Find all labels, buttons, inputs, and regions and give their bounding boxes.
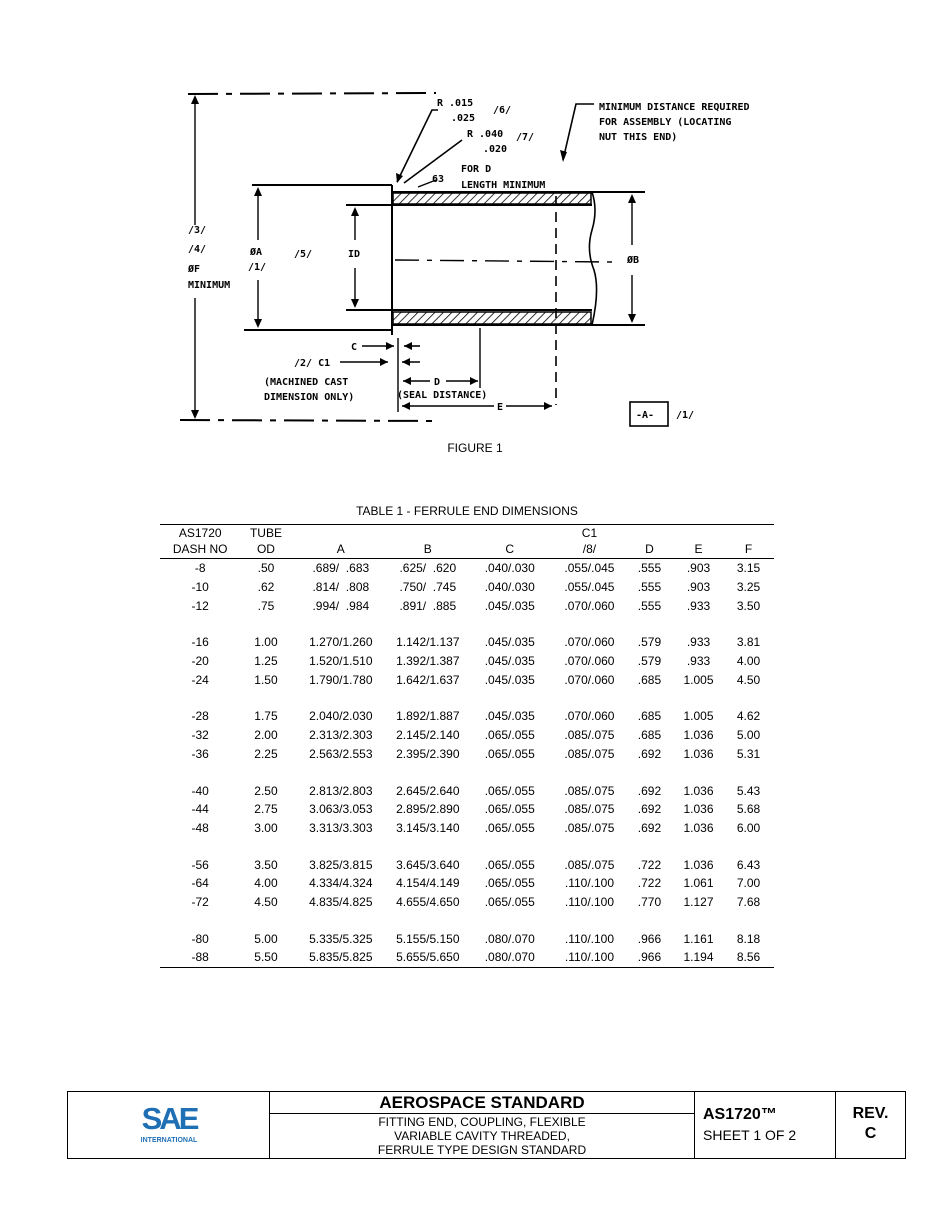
revision-cell (836, 1092, 905, 1158)
group-spacer (160, 689, 774, 707)
cell-e: .903 (686, 580, 711, 595)
cell-d: .722 (637, 876, 662, 891)
cell-a: 3.063/3.053 (309, 802, 373, 817)
callout-surface-finish: 63 (432, 174, 445, 185)
cell-c1: .085/.075 (564, 746, 615, 761)
sae-logo-mark: SAE (141, 1102, 197, 1136)
title-block (67, 1091, 906, 1159)
group-spacer (160, 911, 774, 929)
cell-c: .040/.030 (484, 580, 535, 595)
cell-e: 1.036 (683, 746, 714, 761)
cell-od: .62 (257, 580, 275, 595)
cell-a: .994/ .984 (312, 598, 370, 613)
cell-b: 4.655/4.650 (396, 894, 460, 909)
cell-b: .750/ .745 (399, 580, 457, 595)
sae-logo (136, 1102, 206, 1146)
cell-a: 3.313/3.303 (309, 820, 373, 835)
cell-d: .685 (637, 709, 662, 724)
cell-od: .50 (257, 561, 275, 576)
cell-e: 1.061 (683, 876, 714, 891)
cell-f: 7.00 (736, 876, 761, 891)
header-od-top: TUBE (240, 525, 291, 542)
cell-a: 2.040/2.030 (309, 709, 373, 724)
table-title: TABLE 1 - FERRULE END DIMENSIONS (356, 504, 578, 518)
cell-c: .080/.070 (466, 948, 554, 967)
cell-dash: -48 (191, 820, 209, 835)
callout-id: ID (348, 249, 361, 260)
cell-a: .814/ .808 (312, 580, 370, 595)
cell-f: 5.31 (736, 746, 761, 761)
cell-f: 5.68 (736, 802, 761, 817)
cell-dash: -28 (191, 709, 209, 724)
cell-c1: .085/.075 (564, 783, 615, 798)
cell-c1: .070/.060 (564, 635, 615, 650)
table-row (160, 781, 774, 800)
cell-c1: .070/.060 (564, 672, 615, 687)
sheet-number: SHEET 1 OF 2 (703, 1127, 797, 1143)
callout-d: D (434, 377, 441, 388)
callout-ford1: FOR D (461, 164, 492, 175)
cell-d: .966 (637, 931, 662, 946)
callout-phiB: ØB (627, 255, 640, 266)
cell-e: .903 (686, 561, 711, 576)
cell-c1: .110/.100 (554, 948, 625, 967)
cell-a: 4.334/4.324 (309, 876, 373, 891)
cell-d: .555 (637, 561, 662, 576)
revision-value: C (864, 1125, 877, 1142)
cell-f: 7.68 (736, 894, 761, 909)
cell-a: 4.835/4.825 (309, 894, 373, 909)
top-extension-line (188, 93, 436, 94)
cell-e: 1.036 (683, 802, 714, 817)
cell-b: 5.155/5.150 (396, 931, 460, 946)
cell-c1: .070/.060 (564, 709, 615, 724)
subtitle-line-2: VARIABLE CAVITY THREADED, (394, 1129, 570, 1143)
cell-dash: -56 (191, 857, 209, 872)
cell-dash: -40 (191, 783, 209, 798)
cell-od: 5.50 (240, 948, 291, 967)
table-row (160, 670, 774, 689)
cell-dash: -16 (191, 635, 209, 650)
callout-minimum: MINIMUM (188, 280, 231, 291)
cell-a: 1.270/1.260 (309, 635, 373, 650)
subtitle-line-1: FITTING END, COUPLING, FLEXIBLE (378, 1115, 586, 1129)
callout-note7: /7/ (516, 132, 535, 143)
callout-phiF: ØF (188, 264, 201, 275)
title-cell (270, 1092, 695, 1158)
table-row (160, 948, 774, 967)
callout-machined1: (MACHINED CAST (264, 377, 349, 388)
subtitle-line-3: FERRULE TYPE DESIGN STANDARD (377, 1143, 587, 1157)
header-od-bottom: OD (240, 541, 291, 559)
cell-f: 5.43 (736, 783, 761, 798)
cell-f: 4.00 (736, 654, 761, 669)
cell-dash: -80 (191, 931, 209, 946)
cell-c1: .070/.060 (564, 598, 615, 613)
figure-1-drawing (0, 0, 950, 440)
table-row (160, 726, 774, 745)
cell-c: .065/.055 (484, 820, 535, 835)
cell-c1: .055/.045 (564, 580, 615, 595)
cell-f: 5.00 (736, 728, 761, 743)
callout-note6: /6/ (493, 105, 512, 116)
cell-b: 5.655/5.650 (390, 948, 465, 967)
cell-b: 1.142/1.137 (396, 635, 460, 650)
table-row (160, 633, 774, 652)
cell-od: 2.50 (254, 783, 278, 798)
cell-f: 8.56 (723, 948, 774, 967)
cell-d: .685 (637, 672, 662, 687)
cell-dash: -64 (191, 876, 209, 891)
table-row (160, 800, 774, 819)
table-row (160, 893, 774, 912)
cell-f: 3.15 (736, 561, 761, 576)
callout-c: C (351, 342, 358, 353)
cell-c: .065/.055 (484, 746, 535, 761)
cell-dash: -32 (191, 728, 209, 743)
cell-c: .065/.055 (484, 857, 535, 872)
cell-od: 4.50 (254, 894, 278, 909)
cell-d: .692 (637, 746, 662, 761)
cell-a: 1.520/1.510 (309, 654, 373, 669)
callout-r2b: .020 (483, 144, 508, 155)
cell-b: 2.645/2.640 (396, 783, 460, 798)
cell-c: .045/.035 (484, 672, 535, 687)
table-row (160, 745, 774, 764)
cell-c1: .085/.075 (564, 728, 615, 743)
table-row (160, 874, 774, 893)
cell-a: 2.563/2.553 (309, 746, 373, 761)
cell-c: .065/.055 (484, 876, 535, 891)
document-number: AS1720™ (703, 1106, 777, 1123)
group-spacer (160, 837, 774, 855)
header-c1-bottom: /8/ (554, 541, 625, 559)
cell-c: .045/.035 (484, 598, 535, 613)
table-row (160, 559, 774, 578)
callout-c1: /2/ C1 (294, 358, 331, 369)
group-spacer (160, 615, 774, 633)
cell-a: 5.335/5.325 (309, 931, 373, 946)
cell-b: 1.392/1.387 (396, 654, 460, 669)
callout-ford2: LENGTH MINIMUM (461, 180, 546, 191)
header-d: D (625, 541, 674, 559)
document-cell (695, 1092, 836, 1158)
cell-od: 1.75 (254, 709, 278, 724)
cell-od: .75 (257, 598, 275, 613)
cell-e: .933 (686, 598, 711, 613)
header-dash-top: AS1720 (160, 525, 240, 542)
cell-b: 2.895/2.890 (396, 802, 460, 817)
cell-e: 1.036 (683, 820, 714, 835)
cell-f: 4.50 (736, 672, 761, 687)
cell-c1: .085/.075 (564, 820, 615, 835)
callout-n5: /5/ (294, 249, 313, 260)
cell-c1: .110/.100 (564, 894, 615, 909)
cell-c1: .070/.060 (564, 654, 615, 669)
cell-f: 6.43 (736, 857, 761, 872)
cell-e: 1.036 (683, 857, 714, 872)
logo-cell (68, 1092, 270, 1158)
table-row (160, 855, 774, 874)
callout-e: E (497, 402, 504, 413)
cell-dash: -10 (191, 580, 209, 595)
cell-od: 1.00 (254, 635, 278, 650)
cell-c1: .055/.045 (564, 561, 615, 576)
cell-od: 2.00 (254, 728, 278, 743)
cell-d: .555 (637, 580, 662, 595)
cell-c: .065/.055 (484, 802, 535, 817)
cell-d: .966 (625, 948, 674, 967)
callout-n1b: /1/ (676, 410, 695, 421)
header-c: C (466, 541, 554, 559)
cell-b: 3.645/3.640 (396, 857, 460, 872)
cell-a: 5.835/5.825 (292, 948, 391, 967)
callout-machined2: DIMENSION ONLY) (264, 392, 355, 403)
callout-mindist3: NUT THIS END) (599, 132, 678, 143)
header-e: E (674, 541, 723, 559)
cell-b: 1.892/1.887 (396, 709, 460, 724)
cell-dash: -36 (191, 746, 209, 761)
cell-c: .080/.070 (484, 931, 535, 946)
table-row (160, 578, 774, 597)
datum-a-label: -A- (636, 410, 655, 421)
callout-phiA: ØA (250, 247, 263, 258)
cell-od: 1.50 (254, 672, 278, 687)
cell-d: .692 (637, 820, 662, 835)
table-row (160, 652, 774, 671)
cell-e: 1.161 (683, 931, 714, 946)
cell-a: 1.790/1.780 (309, 672, 373, 687)
cell-e: 1.036 (683, 728, 714, 743)
cell-c: .045/.035 (484, 709, 535, 724)
cell-f: 3.81 (736, 635, 761, 650)
standard-heading: AEROSPACE STANDARD (270, 1092, 694, 1114)
callout-seal: (SEAL DISTANCE) (397, 390, 488, 401)
ferrule-dimensions-table (160, 524, 774, 968)
cell-c1: .110/.100 (564, 876, 615, 891)
cell-b: .625/ .620 (399, 561, 457, 576)
cell-a: 2.813/2.803 (309, 783, 373, 798)
cell-c1: .110/.100 (564, 931, 615, 946)
cell-b: 2.395/2.390 (396, 746, 460, 761)
cell-b: 2.145/2.140 (396, 728, 460, 743)
sae-logo-subtext: INTERNATIONAL (140, 1137, 198, 1144)
cell-d: .579 (637, 654, 662, 669)
callout-n1a: /1/ (248, 262, 267, 273)
table-body (160, 559, 774, 968)
cell-e: 1.127 (683, 894, 714, 909)
callout-r2: R .040 (467, 129, 504, 140)
cell-e: .933 (686, 635, 711, 650)
cell-d: .770 (637, 894, 662, 909)
cell-od: 5.00 (254, 931, 278, 946)
cell-d: .555 (637, 598, 662, 613)
figure-caption: FIGURE 1 (447, 441, 503, 455)
cell-dash: -24 (191, 672, 209, 687)
cell-f: 3.25 (736, 580, 761, 595)
header-c1-top: C1 (554, 525, 625, 542)
cell-dash: -12 (191, 598, 209, 613)
header-dash-bottom: DASH NO (160, 541, 240, 559)
cell-e: .933 (686, 654, 711, 669)
cell-c: .065/.055 (484, 728, 535, 743)
callout-r1: R .015 (437, 98, 474, 109)
revision-label: REV. (852, 1105, 889, 1122)
cell-b: 3.145/3.140 (396, 820, 460, 835)
cell-d: .692 (637, 802, 662, 817)
cell-e: 1.036 (683, 783, 714, 798)
table-row (160, 819, 774, 838)
bottom-extension-line (180, 420, 436, 421)
cell-e: 1.194 (674, 948, 723, 967)
cell-c: .045/.035 (484, 635, 535, 650)
cell-f: 8.18 (736, 931, 761, 946)
cell-od: 3.50 (254, 857, 278, 872)
cell-f: 3.50 (736, 598, 761, 613)
callout-n4: /4/ (188, 244, 207, 255)
table-row (160, 596, 774, 615)
cell-od: 4.00 (254, 876, 278, 891)
cell-dash: -88 (160, 948, 240, 967)
cell-e: 1.005 (683, 709, 714, 724)
cell-c: .065/.055 (484, 894, 535, 909)
callout-mindist2: FOR ASSEMBLY (LOCATING (599, 117, 732, 128)
callout-mindist1: MINIMUM DISTANCE REQUIRED (599, 102, 750, 113)
cell-b: .891/ .885 (399, 598, 457, 613)
cell-c: .040/.030 (484, 561, 535, 576)
cell-c: .065/.055 (484, 783, 535, 798)
cell-b: 1.642/1.637 (396, 672, 460, 687)
table-row (160, 929, 774, 948)
cell-d: .685 (637, 728, 662, 743)
cell-d: .692 (637, 783, 662, 798)
table-row (160, 707, 774, 726)
cell-b: 4.154/4.149 (396, 876, 460, 891)
header-a: A (292, 541, 391, 559)
cell-dash: -44 (191, 802, 209, 817)
cell-od: 3.00 (254, 820, 278, 835)
cell-od: 1.25 (254, 654, 278, 669)
cell-c: .045/.035 (484, 654, 535, 669)
cell-d: .722 (637, 857, 662, 872)
cell-a: 3.825/3.815 (309, 857, 373, 872)
cell-e: 1.005 (683, 672, 714, 687)
cell-f: 4.62 (736, 709, 761, 724)
cell-dash: -20 (191, 654, 209, 669)
cell-c1: .085/.075 (564, 802, 615, 817)
group-spacer (160, 763, 774, 781)
cell-dash: -72 (191, 894, 209, 909)
cell-c1: .085/.075 (564, 857, 615, 872)
cell-f: 6.00 (736, 820, 761, 835)
callout-n3: /3/ (188, 225, 207, 236)
cell-od: 2.25 (254, 746, 278, 761)
cell-d: .579 (637, 635, 662, 650)
cell-dash: -8 (194, 561, 206, 576)
cell-a: .689/ .683 (312, 561, 370, 576)
header-f: F (723, 541, 774, 559)
cell-od: 2.75 (254, 802, 278, 817)
header-b: B (390, 541, 465, 559)
cell-a: 2.313/2.303 (309, 728, 373, 743)
callout-r1b: .025 (451, 113, 476, 124)
